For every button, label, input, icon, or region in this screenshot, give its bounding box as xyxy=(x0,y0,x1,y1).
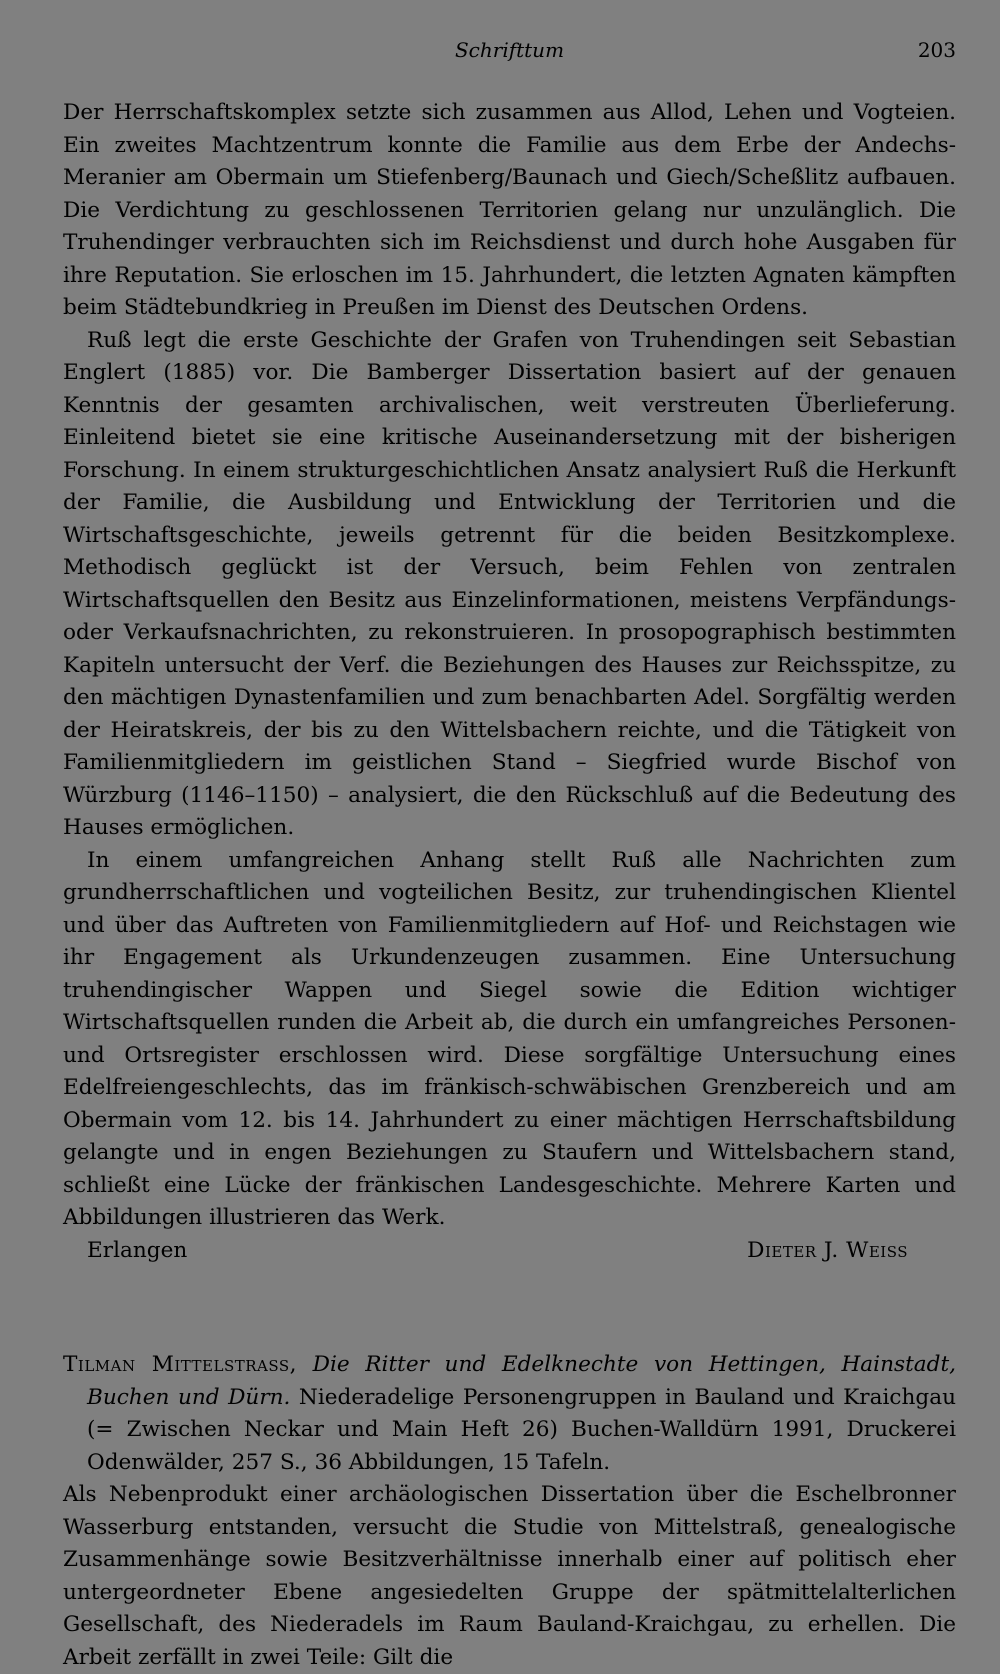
review1-paragraph-2: Ruß legt die erste Geschichte der Grafen von Truhendingen seit Sebastian Englert (1885) vor. Die Bamberger Dissertation basiert auf der genauen Kenntnis der gesamten archivalischen, weit verstreuten Überlieferung. Einleitend bietet sie eine kritische Auseinandersetzung mit der bisherigen Forschung. In einem strukturgeschichtlichen Ansatz analysiert Ruß die Herkunft der Familie, die Ausbildung und Entwicklung der Territorien und die Wirtschaftsgeschichte, jeweils getrennt für die beiden Besitzkomplexe. Methodisch geglückt ist der Versuch, beim Fehlen von zentralen Wirtschaftsquellen den Besitz aus Einzelinformationen, meistens Verpfändungs- oder Verkaufsnachrichten, zu rekonstruieren. In prosopographisch bestimmten Kapiteln untersucht der Verf. die Beziehungen des Hauses zur Reichsspitze, zu den mächtigen Dynastenfamilien und zum benachbarten Adel. Sorgfältig werden der Heiratskreis, der bis zu den Wittelsbachern reichte, und die Tätigkeit von Familienmitgliedern im geistlichen Stand – Siegfried wurde Bischof von Würzburg (1146–1150) – analysiert, die den Rückschluß auf die Bedeutung des Hauses ermöglichen. xyxy=(63,327,956,840)
section-spacer xyxy=(63,1267,956,1349)
review-place: Erlangen xyxy=(87,1237,188,1263)
review2-citation xyxy=(63,1349,956,1479)
review1-paragraph-3: In einem umfangreichen Anhang stellt Ruß alle Nachrichten zum grundherrschaftlichen und vogteilichen Besitz, zur truhendingischen Klientel und über das Auftreten von Familienmitgliedern auf Hof- und Reichstagen wie ihr Engagement als Urkundenzeugen zusammen. Eine Untersuchung truhendingischer Wappen und Siegel sowie die Edition wichtiger Wirtschaftsquellen runden die Arbeit ab, die durch ein umfangreiches Personen- und Ortsregister erschlossen wird. Diese sorgfältige Untersuchung eines Edelfreiengeschlechts, das im fränkisch-schwäbischen Grenzbereich und am Obermain vom 12. bis 14. Jahrhundert zu einer mächtigen Herrschaftsbildung gelangte und in engen Beziehungen zu Staufern und Wittelsbachern stand, schließt eine Lücke der fränkischen Landesgeschichte. Mehrere Karten und Abbildungen illustrieren das Werk. xyxy=(63,847,956,1230)
reviewer-name: Dieter J. Weiss xyxy=(747,1237,908,1263)
running-head: Schrifttum xyxy=(454,38,565,62)
review1-paragraph-1: Der Herrschaftskomplex setzte sich zusammen aus Allod, Lehen und Vogteien. Ein zweites Machtzentrum konnte die Familie aus dem Erbe der Andechs-Meranier am Obermain um Stiefenberg/Baunach und Giech/Scheßlitz aufbauen. Die Verdichtung zu geschlossenen Territorien gelang nur unzulänglich. Die Truhendinger verbrauchten sich im Reichsdienst und durch hohe Ausgaben für ihre Reputation. Sie erloschen im 15. Jahrhundert, die letzten Agnaten kämpften beim Städtebundkrieg in Preußen im Dienst des Deutschen Ordens. xyxy=(63,100,956,320)
citation-details: Niederadelige Personengruppen in Bauland und Kraichgau (= Zwischen Neckar und Main Heft 26) Buchen-Walldürn 1991, Druckerei Odenwälder, 257 S., 36 Abbildungen, 15 Tafeln. xyxy=(87,1384,956,1475)
review1-signature-line xyxy=(63,1235,956,1268)
page-header xyxy=(63,38,956,68)
citation-title: Die Ritter und Edelknechte von Hettingen, Hainstadt, Buchen und Dürn. xyxy=(87,1352,956,1410)
page-number: 203 xyxy=(917,38,956,62)
citation-author: Tilman Mittelstrass, xyxy=(63,1352,298,1377)
book-page xyxy=(63,0,956,1670)
body-text xyxy=(63,97,956,1674)
review2-paragraph-1: Als Nebenprodukt einer archäologischen Dissertation über die Eschelbronner Wasserburg entstanden, versucht die Studie von Mittelstraß, genealogische Zusammenhänge sowie Besitzverhältnisse innerhalb einer auf politisch eher untergeordneter Ebene angesiedelten Gruppe der spätmittelalterlichen Gesellschaft, des Niederadels im Raum Bauland-Kraichgau, zu erhellen. Die Arbeit zerfällt in zwei Teile: Gilt die xyxy=(63,1482,956,1670)
